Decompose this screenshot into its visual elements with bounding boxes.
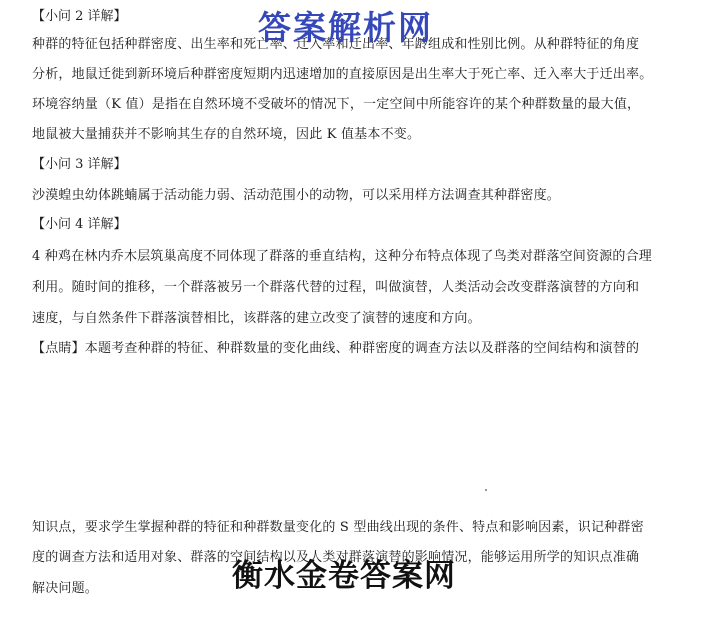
points-line-1: 【点睛】本题考查种群的特征、种群数量的变化曲线、种群密度的调查方法以及群落的空间结构和演替的 xyxy=(32,341,640,356)
stray-dot xyxy=(485,489,487,491)
q2-line-4: 地鼠被大量捕获并不影响其生存的自然环境，因此 K 值基本不变。 xyxy=(32,127,421,142)
q3-heading: 【小问 3 详解】 xyxy=(32,157,127,172)
q2-line-1: 种群的特征包括种群密度、出生率和死亡率、迁入率和迁出率、年龄组成和性别比例。从种群特征的角度 xyxy=(32,37,640,52)
q2-line-2: 分析，地鼠迁徙到新环境后种群密度短期内迅速增加的直接原因是出生率大于死亡率、迁入率大于迁出率。 xyxy=(32,67,653,82)
watermark-bottom: 衡水金卷答案网 xyxy=(232,558,456,594)
watermark-top: 答案解析网 xyxy=(258,8,433,47)
q4-line-3: 速度，与自然条件下群落演替相比，该群落的建立改变了演替的速度和方向。 xyxy=(32,311,481,326)
points-line-2: 知识点，要求学生掌握种群的特征和种群数量变化的 S 型曲线出现的条件、特点和影响因素，识记种群密 xyxy=(32,520,644,535)
points-line-3: 度的调查方法和适用对象、群落的空间结构以及人类对群落演替的影响情况，能够运用所学的知识点准确 xyxy=(32,550,640,565)
q3-line-1: 沙漠蝗虫幼体跳蝻属于活动能力弱、活动范围小的动物，可以采用样方法调查其种群密度。 xyxy=(32,188,561,203)
points-line-4: 解决问题。 xyxy=(32,581,99,596)
q4-line-1: 4 种鸡在林内乔木层筑巢高度不同体现了群落的垂直结构，这种分布特点体现了鸟类对群落空间资源的合理 xyxy=(32,249,653,264)
q2-line-3: 环境容纳量（K 值）是指在自然环境不受破坏的情况下，一定空间中所能容许的某个种群数量的最大值， xyxy=(32,97,641,112)
q4-line-2: 利用。随时间的推移，一个群落被另一个群落代替的过程，叫做演替，人类活动会改变群落演替的方向和 xyxy=(32,280,640,295)
q4-heading: 【小问 4 详解】 xyxy=(32,217,127,232)
q2-heading: 【小问 2 详解】 xyxy=(32,9,127,24)
